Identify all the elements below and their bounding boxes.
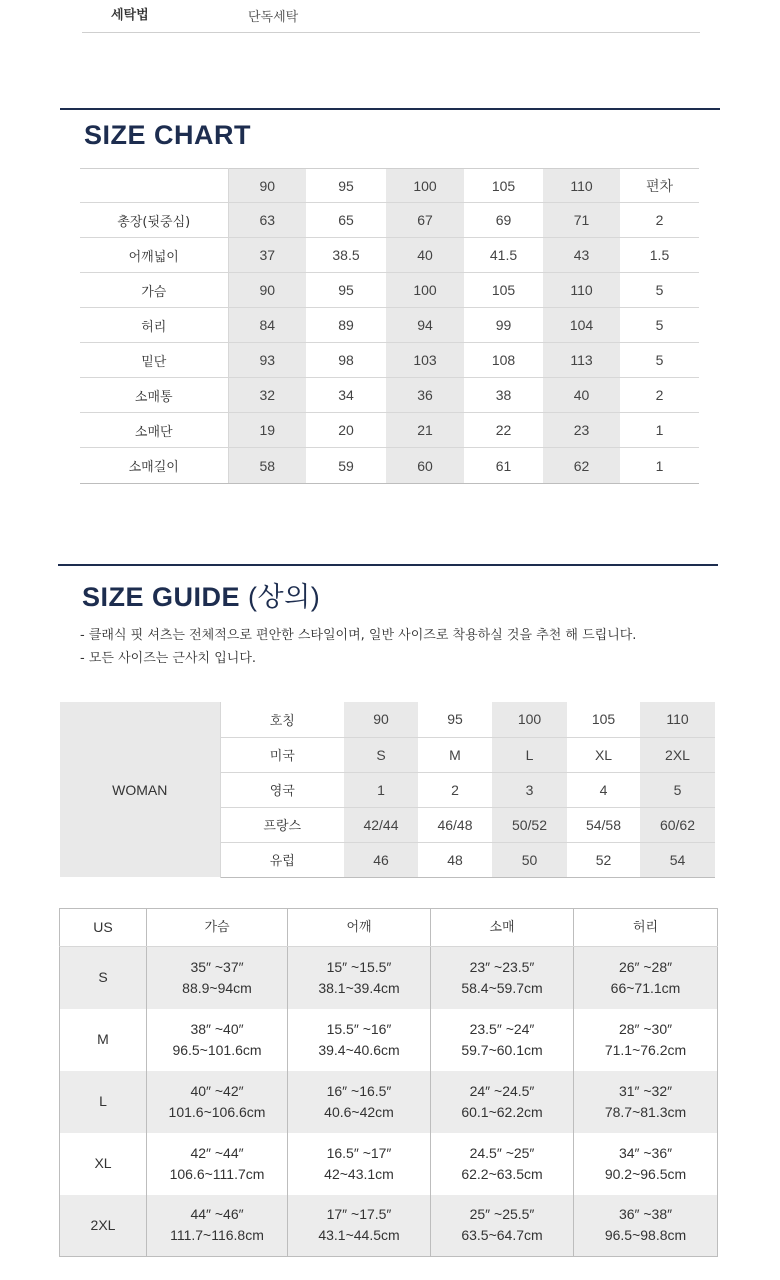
measurement-value-cell — [431, 1195, 574, 1257]
conversion-value-cell: 1 — [344, 772, 418, 807]
size-header-cell: 편차 — [620, 169, 699, 203]
measure-value-cell: 69 — [464, 203, 543, 238]
conversion-value-cell: XL — [567, 737, 640, 772]
measurement-value-cell — [574, 1071, 718, 1133]
size-header-cell: 100 — [386, 169, 464, 203]
inch-range: 24.5″ ~25″ — [469, 1144, 535, 1161]
size-header-cell: 105 — [464, 169, 543, 203]
cm-range: 59.7~60.1cm — [461, 1041, 543, 1058]
conversion-value-cell: 2 — [418, 772, 492, 807]
woman-group-cell: WOMAN — [60, 702, 220, 877]
measure-name-cell: 밑단 — [80, 343, 228, 378]
measure-value-cell: 1 — [620, 413, 699, 448]
measure-value-cell: 1.5 — [620, 238, 699, 273]
measure-value-cell: 60 — [386, 448, 464, 484]
measure-value-cell: 2 — [620, 203, 699, 238]
measurement-value-cell — [574, 947, 718, 1009]
measure-name-cell: 가슴 — [80, 273, 228, 308]
size-chart-row — [80, 273, 699, 308]
measure-value-cell: 20 — [306, 413, 386, 448]
measure-name-cell: 어깨넓이 — [80, 238, 228, 273]
measurement-row — [60, 1133, 718, 1195]
cm-range: 71.1~76.2cm — [604, 1041, 687, 1058]
measure-value-cell: 34 — [306, 378, 386, 413]
conversion-value-cell: 48 — [418, 842, 492, 877]
region-label-cell: 미국 — [220, 737, 344, 772]
size-guide-divider — [58, 564, 718, 566]
measure-value-cell: 99 — [464, 308, 543, 343]
guide-note: - 모든 사이즈는 근사치 입니다. — [80, 651, 257, 666]
measure-value-cell: 5 — [620, 273, 699, 308]
measurement-value-cell — [574, 1133, 718, 1195]
measure-value-cell: 67 — [386, 203, 464, 238]
size-header-cell: 95 — [306, 169, 386, 203]
inch-range: 16.5″ ~17″ — [326, 1144, 392, 1161]
size-guide-title — [82, 575, 320, 614]
cm-range: 42~43.1cm — [324, 1165, 394, 1182]
measurement-value-cell — [574, 1009, 718, 1071]
measurement-header-cell: 허리 — [574, 909, 718, 947]
guide-note: - 클래식 핏 셔츠는 전체적으로 편안한 스타일이며, 일반 사이즈로 착용하실 것을 추천 해 드립니다. — [80, 628, 637, 643]
measurement-value-cell — [288, 1009, 431, 1071]
cm-range: 106.6~111.7cm — [169, 1165, 265, 1182]
measure-value-cell: 2 — [620, 378, 699, 413]
inch-range: 36″ ~38″ — [618, 1206, 673, 1223]
conversion-value-cell: 60/62 — [640, 807, 715, 842]
measure-value-cell: 19 — [228, 413, 306, 448]
inch-range: 35″ ~37″ — [190, 958, 244, 975]
conversion-value-cell: 95 — [418, 702, 492, 737]
measure-value-cell: 36 — [386, 378, 464, 413]
measurement-value-cell — [147, 1133, 288, 1195]
measure-value-cell: 58 — [228, 448, 306, 484]
conversion-value-cell: 2XL — [640, 737, 715, 772]
measure-value-cell: 95 — [306, 273, 386, 308]
inch-range: 24″ ~24.5″ — [469, 1082, 535, 1099]
conversion-value-cell: 46/48 — [418, 807, 492, 842]
measurement-header-cell: 가슴 — [147, 909, 288, 947]
care-label: 세탁법 — [111, 8, 149, 23]
measure-value-cell: 98 — [306, 343, 386, 378]
measure-name-cell: 허리 — [80, 308, 228, 343]
conversion-value-cell: L — [492, 737, 567, 772]
measurement-value-cell — [147, 1195, 288, 1257]
size-guide-subtitle: (상의) — [248, 582, 321, 612]
cm-range: 60.1~62.2cm — [461, 1103, 543, 1120]
inch-range: 28″ ~30″ — [618, 1020, 673, 1037]
size-guide-notes — [80, 624, 636, 670]
cm-range: 66~71.1cm — [610, 979, 681, 996]
measurement-value-cell — [431, 1009, 574, 1071]
measure-value-cell: 21 — [386, 413, 464, 448]
conversion-value-cell: 52 — [567, 842, 640, 877]
cm-range: 43.1~44.5cm — [318, 1227, 400, 1244]
inch-range: 31″ ~32″ — [618, 1082, 673, 1099]
inch-range: 17″ ~17.5″ — [326, 1206, 392, 1223]
measurement-row — [60, 1071, 718, 1133]
measurement-value-cell — [147, 1071, 288, 1133]
conversion-value-cell: 3 — [492, 772, 567, 807]
inch-range: 25″ ~25.5″ — [469, 1206, 535, 1223]
region-label-cell: 유럽 — [220, 842, 344, 877]
care-value: 단독세탁 — [248, 10, 299, 25]
size-header-cell: 90 — [228, 169, 306, 203]
cm-range: 62.2~63.5cm — [461, 1165, 543, 1182]
measure-value-cell: 61 — [464, 448, 543, 484]
measurement-value-cell — [288, 947, 431, 1009]
measurement-value-cell — [288, 1195, 431, 1257]
inch-range: 40″ ~42″ — [190, 1082, 244, 1099]
size-chart-row — [80, 203, 699, 238]
measure-value-cell: 84 — [228, 308, 306, 343]
conversion-value-cell: 5 — [640, 772, 715, 807]
measure-value-cell: 93 — [228, 343, 306, 378]
size-chart-table — [80, 168, 699, 484]
inch-range: 26″ ~28″ — [618, 958, 673, 975]
inch-range: 34″ ~36″ — [618, 1144, 673, 1161]
size-header-cell: 110 — [543, 169, 620, 203]
measurement-row — [60, 1009, 718, 1071]
measure-name-cell: 소매통 — [80, 378, 228, 413]
cm-range: 78.7~81.3cm — [604, 1103, 687, 1120]
cm-range: 88.9~94cm — [182, 979, 252, 996]
measure-value-cell: 40 — [543, 378, 620, 413]
measure-value-cell: 1 — [620, 448, 699, 484]
us-size-cell: XL — [60, 1133, 147, 1195]
size-chart-title: SIZE CHART — [84, 120, 251, 150]
inch-range: 15″ ~15.5″ — [326, 958, 392, 975]
conversion-value-cell: 50 — [492, 842, 567, 877]
measurement-value-cell — [288, 1071, 431, 1133]
size-chart-header-row — [80, 169, 699, 203]
measurement-value-cell — [431, 1133, 574, 1195]
cm-range: 111.7~116.8cm — [170, 1227, 264, 1244]
size-chart-row — [80, 448, 699, 484]
measurement-value-cell — [147, 1009, 288, 1071]
cm-range: 58.4~59.7cm — [461, 979, 543, 996]
inch-range: 23″ ~23.5″ — [469, 958, 535, 975]
inch-range: 15.5″ ~16″ — [326, 1020, 392, 1037]
measure-value-cell: 65 — [306, 203, 386, 238]
measure-value-cell: 38.5 — [306, 238, 386, 273]
measurement-header-row — [60, 909, 718, 947]
size-chart-row — [80, 308, 699, 343]
conversion-value-cell: 54 — [640, 842, 715, 877]
us-size-cell: L — [60, 1071, 147, 1133]
cm-range: 96.5~98.8cm — [604, 1227, 687, 1244]
conversion-value-cell: 50/52 — [492, 807, 567, 842]
size-chart-row — [80, 378, 699, 413]
size-conversion-table — [60, 702, 715, 878]
measure-value-cell: 62 — [543, 448, 620, 484]
cm-range: 40.6~42cm — [324, 1103, 394, 1120]
measure-value-cell: 32 — [228, 378, 306, 413]
measure-value-cell: 105 — [464, 273, 543, 308]
measure-value-cell: 71 — [543, 203, 620, 238]
conversion-value-cell: 46 — [344, 842, 418, 877]
measure-value-cell: 108 — [464, 343, 543, 378]
measure-value-cell: 90 — [228, 273, 306, 308]
measurement-value-cell — [147, 947, 288, 1009]
measurement-value-cell — [431, 1071, 574, 1133]
measure-value-cell: 5 — [620, 308, 699, 343]
inch-range: 23.5″ ~24″ — [469, 1020, 535, 1037]
region-label-cell: 영국 — [220, 772, 344, 807]
measurement-value-cell — [574, 1195, 718, 1257]
measure-value-cell: 5 — [620, 343, 699, 378]
cm-range: 38.1~39.4cm — [318, 979, 400, 996]
inch-range: 44″ ~46″ — [190, 1206, 244, 1223]
cm-range: 101.6~106.6cm — [168, 1103, 266, 1120]
measure-value-cell: 41.5 — [464, 238, 543, 273]
measure-value-cell: 89 — [306, 308, 386, 343]
cm-range: 96.5~101.6cm — [172, 1041, 262, 1058]
measure-name-cell: 총장(뒷중심) — [80, 203, 228, 238]
inch-range: 38″ ~40″ — [190, 1020, 244, 1037]
corner-cell — [80, 169, 228, 203]
measure-value-cell: 23 — [543, 413, 620, 448]
measure-value-cell: 43 — [543, 238, 620, 273]
measure-value-cell: 94 — [386, 308, 464, 343]
inch-range: 16″ ~16.5″ — [326, 1082, 392, 1099]
conversion-value-cell: 90 — [344, 702, 418, 737]
measurement-header-cell: 소매 — [431, 909, 574, 947]
conversion-value-cell: 4 — [567, 772, 640, 807]
measure-value-cell: 103 — [386, 343, 464, 378]
region-label-cell: 프랑스 — [220, 807, 344, 842]
size-chart-divider — [60, 108, 720, 110]
cm-range: 39.4~40.6cm — [318, 1041, 400, 1058]
measurement-row — [60, 1195, 718, 1257]
conversion-row — [60, 702, 715, 737]
measure-value-cell: 59 — [306, 448, 386, 484]
inch-range: 42″ ~44″ — [190, 1144, 244, 1161]
us-size-cell: S — [60, 947, 147, 1009]
us-size-cell: M — [60, 1009, 147, 1071]
measure-value-cell: 110 — [543, 273, 620, 308]
measure-value-cell: 63 — [228, 203, 306, 238]
measure-name-cell: 소매단 — [80, 413, 228, 448]
measurement-table — [59, 908, 718, 1257]
conversion-value-cell: 42/44 — [344, 807, 418, 842]
measurement-row — [60, 947, 718, 1009]
cm-range: 90.2~96.5cm — [604, 1165, 687, 1182]
size-chart-row — [80, 343, 699, 378]
us-size-cell: 2XL — [60, 1195, 147, 1257]
conversion-value-cell: 100 — [492, 702, 567, 737]
measurement-header-cell: US — [60, 909, 147, 947]
measure-value-cell: 104 — [543, 308, 620, 343]
measurement-header-cell: 어깨 — [288, 909, 431, 947]
measurement-value-cell — [431, 947, 574, 1009]
measure-name-cell: 소매길이 — [80, 448, 228, 484]
conversion-value-cell: 54/58 — [567, 807, 640, 842]
conversion-value-cell: 105 — [567, 702, 640, 737]
measure-value-cell: 40 — [386, 238, 464, 273]
care-row — [82, 0, 700, 33]
region-label-cell: 호칭 — [220, 702, 344, 737]
conversion-value-cell: S — [344, 737, 418, 772]
measure-value-cell: 22 — [464, 413, 543, 448]
size-chart-row — [80, 413, 699, 448]
measure-value-cell: 113 — [543, 343, 620, 378]
measure-value-cell: 100 — [386, 273, 464, 308]
conversion-value-cell: M — [418, 737, 492, 772]
measure-value-cell: 37 — [228, 238, 306, 273]
measure-value-cell: 38 — [464, 378, 543, 413]
cm-range: 63.5~64.7cm — [461, 1227, 543, 1244]
size-guide-title-text: SIZE GUIDE — [82, 582, 241, 612]
size-chart-row — [80, 238, 699, 273]
conversion-value-cell: 110 — [640, 702, 715, 737]
measurement-value-cell — [288, 1133, 431, 1195]
